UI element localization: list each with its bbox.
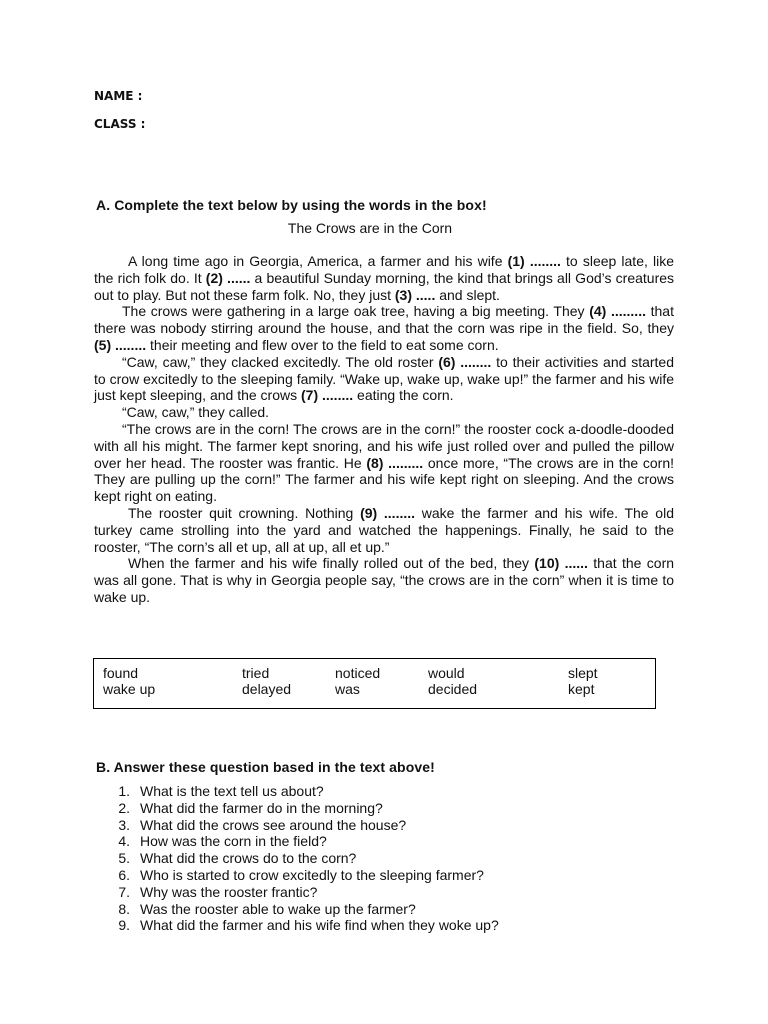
story-text-segment: “The crows are in the corn! The crows are in the corn!” the rooster cock a-doodle-dooded with all his might. The farmer kept snoring, and his wife just rolled over and pulled the pillow over her head. The rooster was frantic. He	[94, 420, 674, 471]
story-text-segment: to their activities and started to crow excitedly to the sleeping family. “Wake up, wake up, wake up!” the farmer and his wife just kept sleeping, and the crows	[94, 353, 674, 404]
question-text: How was the corn in the field?	[140, 833, 327, 850]
word-option: delayed	[242, 681, 292, 697]
story-paragraph	[94, 421, 674, 505]
story-text-segment: that the corn was all gone. That is why in Georgia people say, “the crows are in the corn” when it is time to wake up.	[94, 555, 675, 605]
blank-marker: (2) ......	[205, 269, 251, 286]
question-text: Why was the rooster frantic?	[140, 883, 318, 900]
story-text-segment: “Caw, caw,” they called.	[122, 404, 270, 421]
story-text-segment: When the farmer and his wife finally rolled out of the bed, they	[128, 555, 535, 572]
story-paragraph	[94, 253, 674, 303]
blank-marker: (5) ........	[94, 336, 147, 353]
section-b-heading: B. Answer these question based in the text above!	[96, 759, 435, 775]
story-text-segment: that there was nobody stirring around the house, and that the corn was ripe in the field. So, they	[94, 303, 674, 337]
word-option: kept	[568, 681, 595, 697]
section-a-heading: A. Complete the text below by using the words in the box!	[96, 197, 487, 213]
class-label: CLASS :	[94, 117, 146, 131]
question-number: 7.	[118, 883, 130, 900]
blank-marker: (4) .........	[589, 303, 646, 320]
blank-marker: (10) ......	[534, 555, 588, 572]
story-paragraph	[94, 303, 674, 353]
question-number: 4.	[118, 833, 130, 850]
word-box-row	[94, 681, 655, 698]
word-option: noticed	[335, 665, 381, 681]
word-option: tried	[242, 665, 270, 681]
story-text-segment: eating the corn.	[353, 387, 454, 404]
question-text: What did the farmer do in the morning?	[140, 799, 383, 816]
word-box-row	[94, 665, 655, 682]
story-title: The Crows are in the Corn	[287, 220, 453, 236]
story-text	[94, 253, 674, 606]
story-text-segment: wake the farmer and his wife. The old turkey came strolling into the yard and watched the happenings. Finally, he said to the rooster, “The corn’s all et up, all at up, all et up.”	[94, 504, 674, 555]
question-text: Was the rooster able to wake up the farmer?	[140, 900, 416, 917]
question-number: 9.	[118, 917, 130, 934]
word-option: found	[103, 665, 139, 681]
story-paragraph	[94, 505, 674, 555]
question-number: 5.	[118, 850, 130, 867]
blank-marker: (7) ........	[301, 387, 354, 404]
word-option: decided	[428, 681, 478, 697]
question-number: 1.	[118, 783, 130, 799]
question-number: 3.	[118, 816, 130, 833]
word-option: wake up	[103, 681, 156, 697]
question-number: 8.	[118, 900, 130, 917]
blank-marker: (1) ........	[507, 253, 561, 269]
story-text-segment: a beautiful Sunday morning, the kind that brings all God’s creatures out to play. But not these farm folk. No, they just	[94, 269, 675, 303]
story-paragraph	[94, 354, 674, 404]
name-label: NAME :	[94, 89, 143, 103]
question-text: What did the crows do to the corn?	[140, 850, 357, 867]
story-text-segment: The crows were gathering in a large oak tree, having a big meeting. They	[122, 303, 590, 320]
story-paragraph	[94, 555, 674, 605]
word-option: would	[428, 665, 465, 681]
story-text-segment: “Caw, caw,” they clacked excitedly. The old roster	[122, 353, 439, 370]
word-box	[93, 658, 656, 709]
question-text: What did the crows see around the house?	[140, 816, 407, 833]
story-text-segment: A long time ago in Georgia, America, a farmer and his wife	[128, 253, 508, 269]
question-number: 6.	[118, 866, 130, 883]
blank-marker: (6) ........	[438, 353, 492, 370]
question-text: What is the text tell us about?	[140, 783, 324, 799]
story-text-segment: The rooster quit crowning. Nothing	[128, 504, 361, 521]
blank-marker: (9) ........	[360, 504, 416, 521]
question-number: 2.	[118, 799, 130, 816]
blank-marker: (3) .....	[394, 286, 436, 303]
word-option: was	[335, 681, 360, 697]
blank-marker: (8) .........	[366, 454, 424, 471]
question-text: What did the farmer and his wife find when they woke up?	[140, 917, 499, 934]
story-text-segment: their meeting and flew over to the field to eat some corn.	[146, 336, 499, 353]
story-text-segment: once more, “The crows are in the corn! They are pulling up the corn!” The farmer and his wife kept right on sleeping. And the crows kept right on eating.	[94, 454, 674, 505]
question-text: Who is started to crow excitedly to the sleeping farmer?	[140, 866, 484, 883]
story-text-segment: to sleep late, like the rich folk do. It	[94, 253, 674, 286]
story-paragraph	[94, 404, 674, 421]
word-option: slept	[568, 665, 598, 681]
story-text-segment: and slept.	[435, 286, 500, 303]
